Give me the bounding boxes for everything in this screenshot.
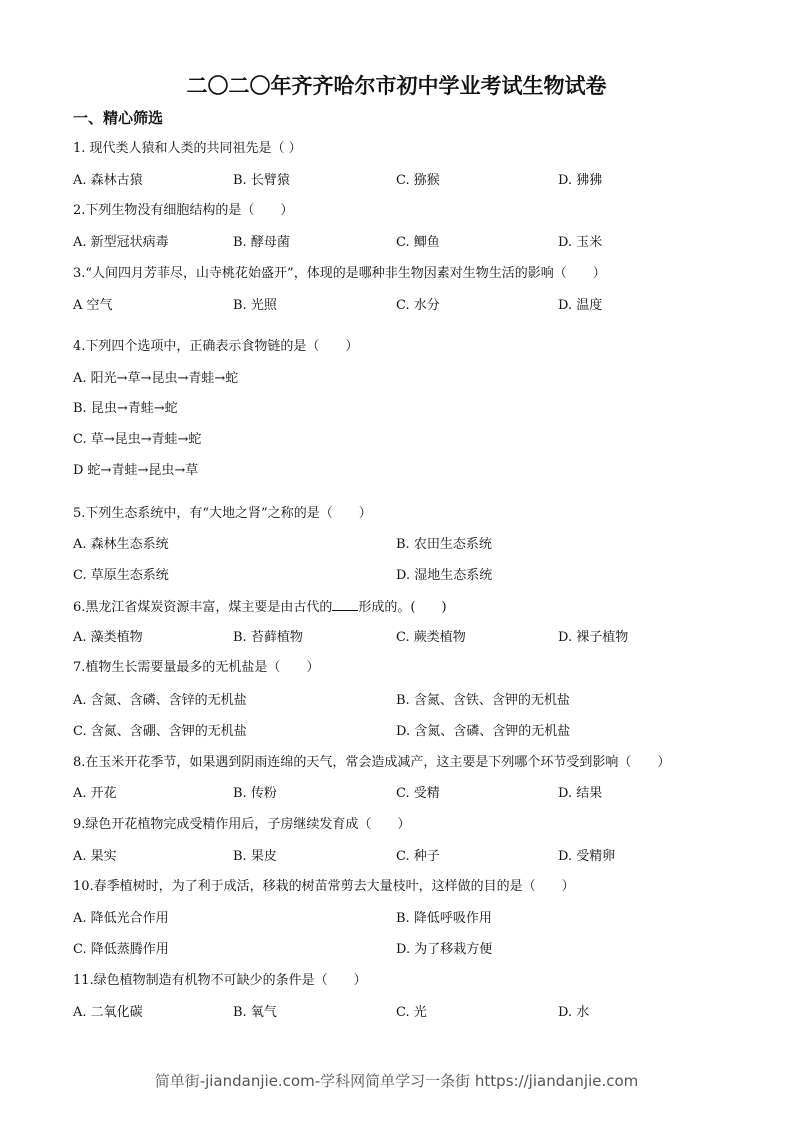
answer-option: B. 含氮、含铁、含钾的无机盐 bbox=[396, 693, 570, 708]
answer-option: B. 农田生态系统 bbox=[396, 537, 492, 552]
question-stem: 5.下列生态系统中，有“大地之肾”之称的是（ ） bbox=[73, 506, 372, 521]
answer-option: C. 蕨类植物 bbox=[396, 630, 466, 645]
question-stem: 3.“人间四月芳菲尽，山寺桃花始盛开”，体现的是哪种非生物因素对生物生活的影响（ ） bbox=[73, 266, 606, 281]
answer-option: A. 阳光→草→昆虫→青蛙→蛇 bbox=[73, 371, 239, 386]
answer-option: C. 水分 bbox=[396, 298, 440, 313]
answer-option: C. 草→昆虫→青蛙→蛇 bbox=[73, 432, 202, 447]
answer-option: A. 果实 bbox=[73, 849, 117, 864]
answer-option: D. 狒狒 bbox=[558, 173, 603, 188]
answer-option: C. 猕猴 bbox=[396, 173, 440, 188]
answer-option: B. 长臂猿 bbox=[233, 173, 290, 188]
stem-text: 形成的。( ) bbox=[358, 600, 447, 615]
answer-option: D. 玉米 bbox=[558, 235, 603, 250]
answer-option: A. 开花 bbox=[73, 786, 117, 801]
answer-option: D. 湿地生态系统 bbox=[396, 568, 493, 583]
answer-option: C. 草原生态系统 bbox=[73, 568, 169, 583]
question-stem: 4.下列四个选项中，正确表示食物链的是（ ） bbox=[73, 339, 359, 354]
question-stem: 7.植物生长需要量最多的无机盐是（ ） bbox=[73, 660, 320, 675]
question-stem: 11.绿色植物制造有机物不可缺少的条件是（ ） bbox=[73, 973, 367, 988]
answer-option: C. 光 bbox=[396, 1005, 427, 1020]
answer-option: D. 含氮、含磷、含钾的无机盐 bbox=[396, 724, 571, 739]
question-stem: 10.春季植树时，为了利于成活，移栽的树苗常剪去大量枝叶，这样做的目的是（ ） bbox=[73, 879, 575, 894]
question-stem: 1. 现代类人猿和人类的共同祖先是（ ） bbox=[73, 141, 302, 156]
answer-option: B. 果皮 bbox=[233, 849, 277, 864]
answer-option: B. 传粉 bbox=[233, 786, 277, 801]
answer-option: B. 酵母菌 bbox=[233, 235, 290, 250]
answer-option: B. 光照 bbox=[233, 298, 277, 313]
answer-option: D. 受精卵 bbox=[558, 849, 616, 864]
answer-option: D. 温度 bbox=[558, 298, 603, 313]
answer-option: B. 昆虫→青蛙→蛇 bbox=[73, 401, 178, 416]
question-stem: 9.绿色开花植物完成受精作用后，子房继续发育成（ ） bbox=[73, 817, 411, 832]
question-stem bbox=[73, 598, 447, 617]
answer-option: A. 藻类植物 bbox=[73, 630, 143, 645]
page-title: 二〇二〇年齐齐哈尔市初中学业考试生物试卷 bbox=[186, 74, 607, 98]
answer-option: C. 种子 bbox=[396, 849, 440, 864]
answer-option: A. 降低光合作用 bbox=[73, 911, 169, 926]
fill-blank bbox=[332, 598, 358, 611]
answer-option: B. 苔藓植物 bbox=[233, 630, 303, 645]
answer-option: D 蛇→青蛙→昆虫→草 bbox=[73, 463, 199, 478]
question-stem: 2.下列生物没有细胞结构的是（ ） bbox=[73, 203, 294, 218]
answer-option: C. 受精 bbox=[396, 786, 440, 801]
answer-option: D. 裸子植物 bbox=[558, 630, 629, 645]
question-stem: 8.在玉米开花季节，如果遇到阴雨连绵的天气，常会造成减产，这主要是下列哪个环节受到影响（ ） bbox=[73, 755, 671, 770]
answer-option: D. 结果 bbox=[558, 786, 603, 801]
answer-option: B. 降低呼吸作用 bbox=[396, 911, 492, 926]
answer-option: D. 为了移栽方便 bbox=[396, 942, 493, 957]
answer-option: B. 氧气 bbox=[233, 1005, 277, 1020]
answer-option: A. 新型冠状病毒 bbox=[73, 235, 169, 250]
answer-option: A 空气 bbox=[73, 298, 113, 313]
answer-option: A. 森林生态系统 bbox=[73, 537, 169, 552]
answer-option: A. 含氮、含磷、含锌的无机盐 bbox=[73, 693, 247, 708]
answer-option: A. 二氧化碳 bbox=[73, 1005, 143, 1020]
answer-option: C. 含氮、含硼、含钾的无机盐 bbox=[73, 724, 247, 739]
section-heading: 一、精心筛选 bbox=[73, 109, 164, 127]
stem-text: 6.黑龙江省煤炭资源丰富，煤主要是由古代的 bbox=[73, 600, 333, 615]
footer-watermark: 简单街-jiandanjie.com-学科网简单学习一条街 https://jiandanjie.com bbox=[154, 1072, 639, 1090]
answer-option: D. 水 bbox=[558, 1005, 590, 1020]
answer-option: C. 降低蒸腾作用 bbox=[73, 942, 169, 957]
answer-option: C. 鲫鱼 bbox=[396, 235, 440, 250]
answer-option: A. 森林古猿 bbox=[73, 173, 143, 188]
